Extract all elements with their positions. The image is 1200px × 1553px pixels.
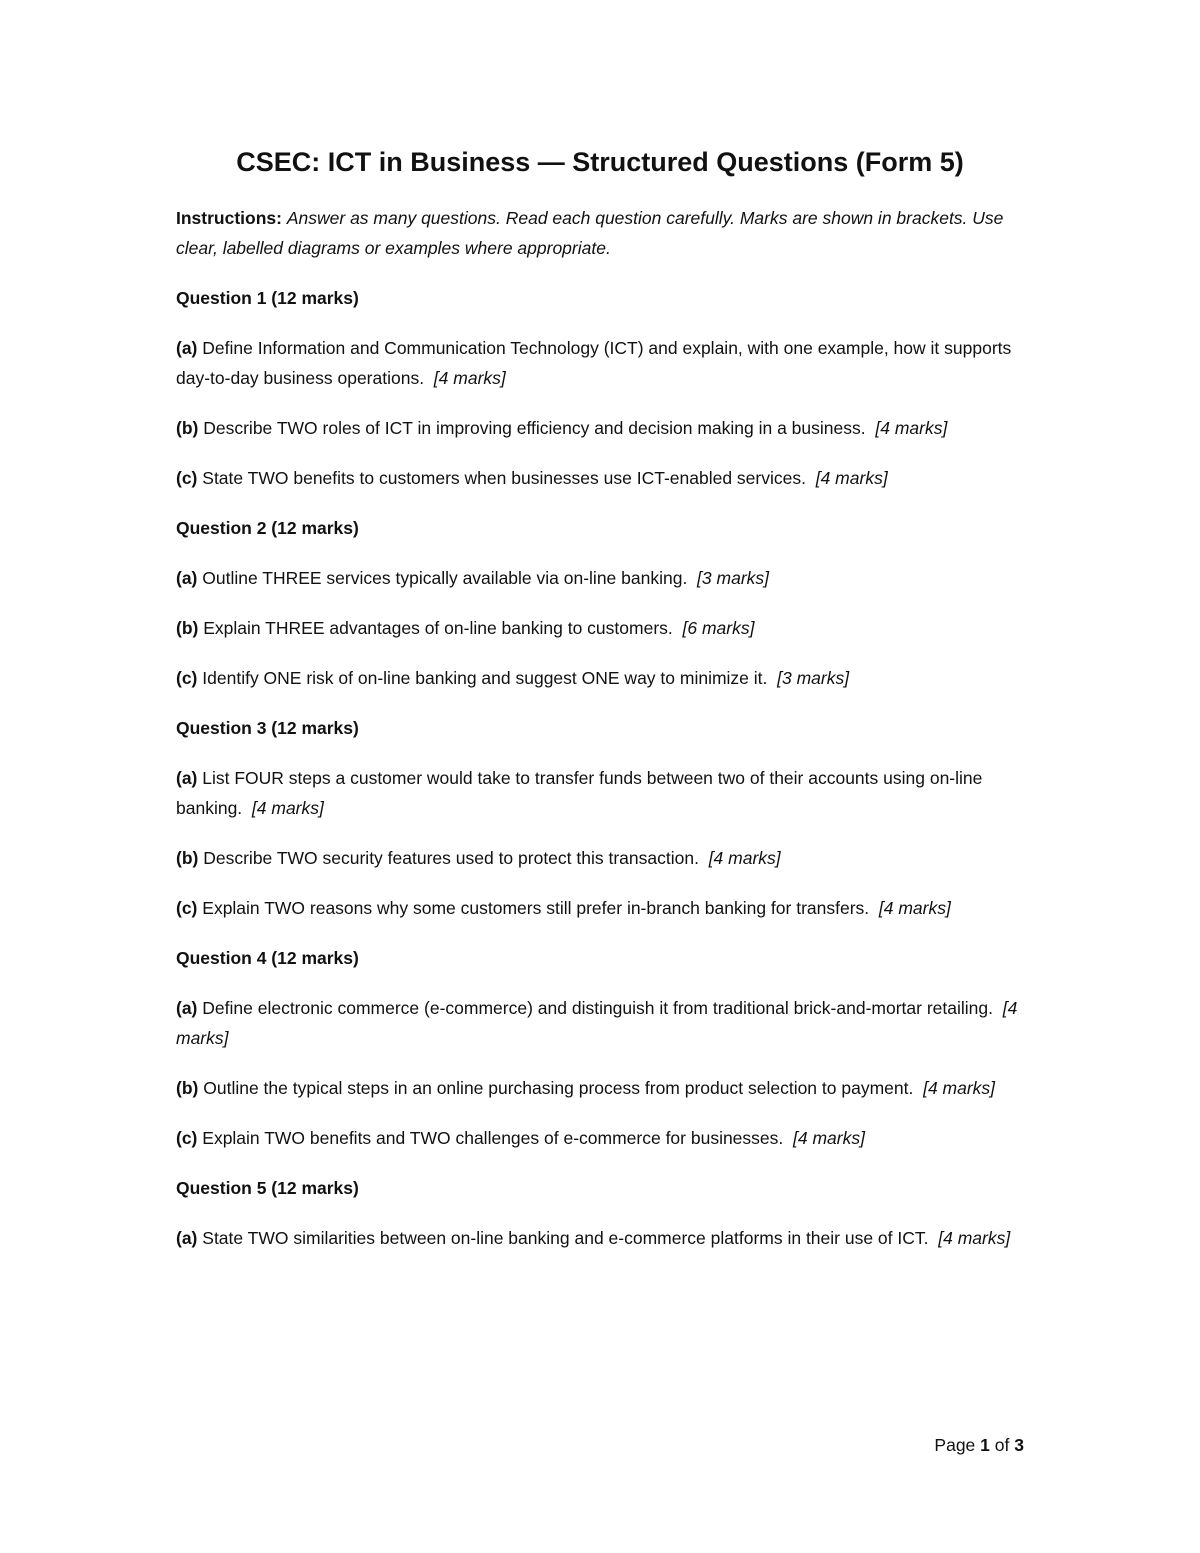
- question-heading: Question 5 (12 marks): [176, 1178, 359, 1198]
- part-text: Describe TWO roles of ICT in improving efficiency and decision making in a business.: [203, 418, 866, 438]
- part-text: Outline the typical steps in an online purchasing process from product selection to payment.: [203, 1078, 914, 1098]
- question-4: [176, 943, 1036, 1153]
- question-5: [176, 1173, 1036, 1253]
- part-marks: [4 marks]: [251, 798, 324, 818]
- part-marks: [4 marks]: [878, 898, 951, 918]
- part-text: Define Information and Communication Technology (ICT) and explain, with one example, how it supports day-to-day business operations.: [176, 338, 1012, 388]
- part-marks: [3 marks]: [697, 568, 770, 588]
- part-label: (b): [176, 618, 199, 638]
- part-text: Define electronic commerce (e-commerce) and distinguish it from traditional brick-and-mortar retailing.: [202, 998, 993, 1018]
- instructions-label: Instructions:: [176, 208, 282, 228]
- part-label: (a): [176, 1228, 198, 1248]
- part-label: (c): [176, 1128, 198, 1148]
- page-word: Page: [934, 1435, 976, 1455]
- part-marks: [4 marks]: [815, 468, 888, 488]
- question-part: [176, 663, 1036, 693]
- part-label: (c): [176, 468, 198, 488]
- part-marks: [4 marks]: [433, 368, 506, 388]
- page-title: CSEC: ICT in Business — Structured Questions (Form 5): [236, 147, 964, 177]
- part-label: (c): [176, 898, 198, 918]
- instructions-text: Answer as many questions. Read each question carefully. Marks are shown in brackets. Use clear, labelled diagrams or examples where appropriate.: [176, 208, 1004, 258]
- part-text: State TWO similarities between on-line banking and e-commerce platforms in their use of ICT.: [202, 1228, 929, 1248]
- question-part: [176, 1073, 1036, 1103]
- part-text: Identify ONE risk of on-line banking and suggest ONE way to minimize it.: [202, 668, 768, 688]
- part-label: (c): [176, 668, 198, 688]
- part-label: (b): [176, 418, 199, 438]
- question-part: [176, 613, 1036, 643]
- question-part: [176, 333, 1036, 393]
- part-marks: [4 marks]: [708, 848, 781, 868]
- part-label: (b): [176, 1078, 199, 1098]
- question-part: [176, 993, 1036, 1053]
- question-part: [176, 763, 1036, 823]
- part-text: State TWO benefits to customers when businesses use ICT-enabled services.: [202, 468, 806, 488]
- part-text: Explain TWO reasons why some customers still prefer in-branch banking for transfers.: [202, 898, 870, 918]
- document-body: [176, 203, 1036, 1273]
- part-label: (a): [176, 768, 198, 788]
- part-marks: [4 marks]: [875, 418, 948, 438]
- question-heading: Question 3 (12 marks): [176, 718, 359, 738]
- part-text: Explain THREE advantages of on-line banking to customers.: [203, 618, 673, 638]
- question-part: [176, 413, 1036, 443]
- question-heading: Question 1 (12 marks): [176, 288, 359, 308]
- part-text: List FOUR steps a customer would take to transfer funds between two of their accounts using on-line banking.: [176, 768, 983, 818]
- question-heading: Question 2 (12 marks): [176, 518, 359, 538]
- part-marks: [6 marks]: [682, 618, 755, 638]
- part-marks: [4 marks]: [923, 1078, 996, 1098]
- part-text: Outline THREE services typically available via on-line banking.: [202, 568, 688, 588]
- question-1: [176, 283, 1036, 493]
- question-part: [176, 463, 1036, 493]
- part-label: (a): [176, 568, 198, 588]
- question-part: [176, 843, 1036, 873]
- part-text: Explain TWO benefits and TWO challenges of e-commerce for businesses.: [202, 1128, 784, 1148]
- part-label: (b): [176, 848, 199, 868]
- question-part: [176, 1123, 1036, 1153]
- part-text: Describe TWO security features used to protect this transaction.: [203, 848, 699, 868]
- instructions: [176, 203, 1036, 263]
- of-word: of: [994, 1435, 1010, 1455]
- total-pages: 3: [1014, 1435, 1024, 1455]
- part-marks: [4 marks]: [938, 1228, 1011, 1248]
- part-marks: [4 marks]: [176, 998, 1018, 1048]
- part-label: (a): [176, 338, 198, 358]
- question-2: [176, 513, 1036, 693]
- question-3: [176, 713, 1036, 923]
- part-marks: [4 marks]: [793, 1128, 865, 1148]
- page-number: [176, 1430, 1024, 1460]
- question-part: [176, 893, 1036, 923]
- current-page: 1: [980, 1435, 990, 1455]
- question-part: [176, 1223, 1036, 1253]
- question-heading: Question 4 (12 marks): [176, 948, 359, 968]
- part-marks: [3 marks]: [777, 668, 850, 688]
- part-label: (a): [176, 998, 198, 1018]
- question-part: [176, 563, 1036, 593]
